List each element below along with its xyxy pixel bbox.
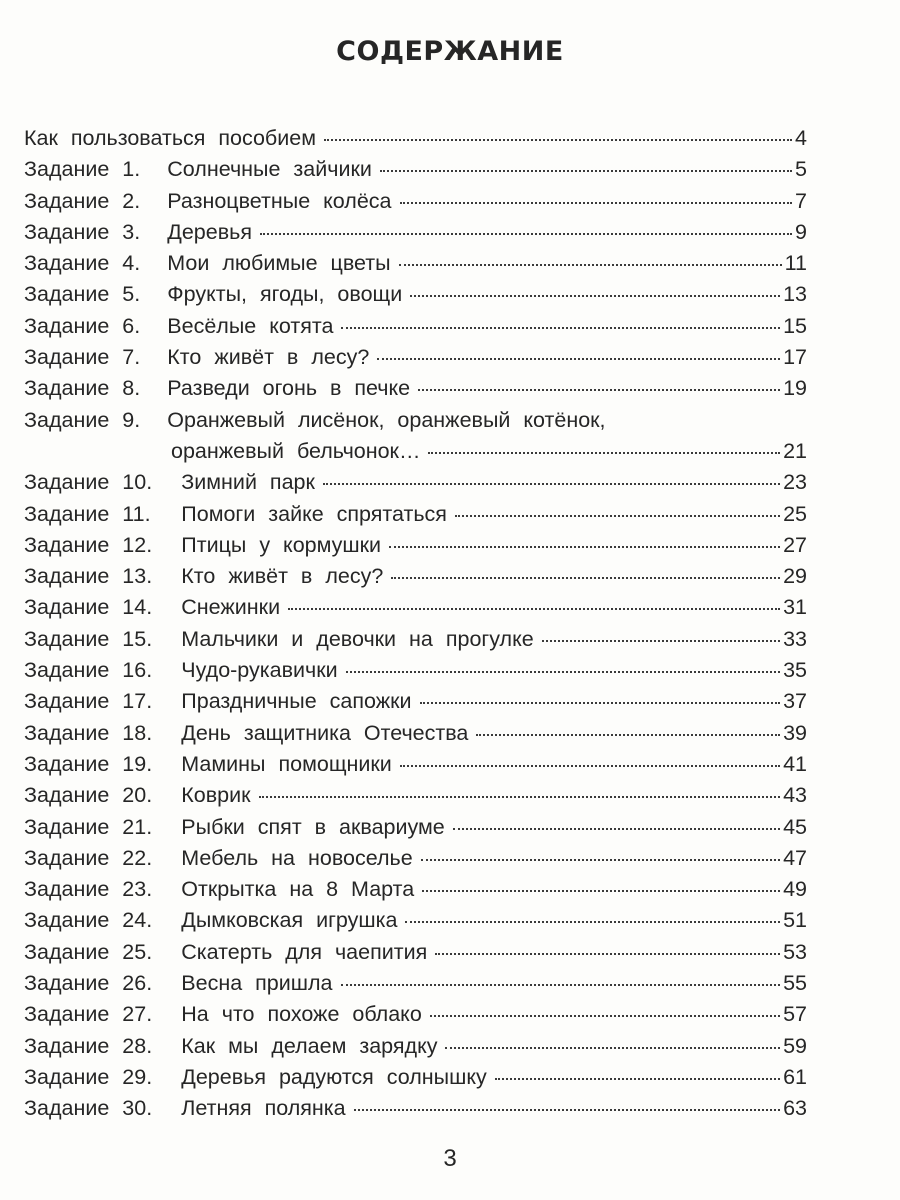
task-title: Птицы у кормушки: [181, 532, 382, 557]
toc-entry-page: 25: [783, 501, 807, 526]
toc-entry-label: [24, 408, 606, 433]
task-number: 15.: [122, 626, 153, 651]
task-number: 3.: [122, 219, 141, 244]
task-title: Мои любимые цветы: [167, 251, 391, 276]
dot-leader: [428, 452, 780, 454]
toc-entry-label: [24, 595, 280, 620]
toc-entry-page: 9: [795, 219, 807, 244]
toc-entry-label: [24, 721, 468, 746]
task-word: Задание: [24, 501, 110, 526]
toc-entry-page: 15: [783, 313, 807, 338]
toc-entry-task[interactable]: [24, 282, 807, 313]
task-title: Оранжевый лисёнок, оранжевый котёнок,: [167, 407, 606, 432]
dot-leader: [341, 984, 781, 986]
dot-leader: [476, 734, 780, 736]
toc-entry-label: [24, 627, 534, 652]
task-number: 19.: [122, 751, 153, 776]
toc-entry-page: 17: [783, 345, 807, 370]
toc-entry-label: [24, 189, 392, 214]
task-word: Задание: [24, 188, 110, 213]
toc-entry-label: [24, 1096, 346, 1121]
toc-entry-intro[interactable]: [24, 126, 807, 157]
toc-entry-task[interactable]: [24, 908, 807, 939]
toc-entry-task[interactable]: [24, 689, 807, 720]
task-word: Задание: [24, 470, 110, 495]
toc-entry-page: 29: [783, 564, 807, 589]
toc-entry-page: 5: [795, 157, 807, 182]
toc-entry-label: [24, 658, 338, 683]
task-number: 20.: [122, 783, 153, 808]
toc-entry-page: 49: [783, 877, 807, 902]
toc-entry-label: [24, 314, 333, 339]
toc-entry-page: 47: [783, 845, 807, 870]
dot-leader: [400, 202, 793, 204]
toc-entry-label: [24, 877, 414, 902]
task-title: День защитника Отечества: [181, 720, 469, 745]
toc-entry-task[interactable]: [24, 533, 807, 564]
task-word: Задание: [24, 595, 110, 620]
page-title: СОДЕРЖАНИЕ: [336, 36, 564, 67]
toc-entry-label: [24, 815, 445, 840]
task-number: 12.: [122, 532, 153, 557]
toc-entry-label: [24, 940, 427, 965]
task-title: Солнечные зайчики: [167, 157, 372, 182]
task-title: Весна пришла: [181, 971, 333, 996]
toc-entry-page: 43: [783, 783, 807, 808]
toc-entry-task[interactable]: [24, 157, 807, 188]
task-title: Кто живёт в лесу?: [167, 345, 370, 370]
toc-entry-task[interactable]: [24, 408, 807, 439]
task-number: 22.: [122, 845, 153, 870]
dot-leader: [341, 327, 780, 329]
dot-leader: [260, 233, 792, 235]
task-word: Задание: [24, 313, 110, 338]
toc-entry-page: 21: [783, 438, 807, 463]
dot-leader: [435, 953, 780, 955]
dot-leader: [324, 139, 792, 141]
task-word: Задание: [24, 689, 110, 714]
task-number: 28.: [122, 1033, 153, 1058]
task-title: Мальчики и девочки на прогулке: [181, 626, 534, 651]
toc-entry-label: [24, 689, 412, 714]
toc-entry-task[interactable]: [24, 752, 807, 783]
toc-entry-label: [24, 1034, 437, 1059]
task-word: Задание: [24, 658, 110, 683]
task-title: Дымковская игрушка: [181, 908, 398, 933]
dot-leader: [389, 546, 780, 548]
task-word: Задание: [24, 532, 110, 557]
toc-entry-task[interactable]: [24, 1096, 807, 1127]
task-title: Зимний парк: [181, 470, 315, 495]
toc-entry-page: 4: [795, 126, 807, 150]
task-word: Задание: [24, 157, 110, 182]
task-number: 7.: [122, 345, 141, 370]
toc-entry-task[interactable]: [24, 971, 807, 1002]
task-title: Деревья радуются солнышку: [181, 1064, 487, 1089]
task-word: Задание: [24, 814, 110, 839]
task-title: Как мы делаем зарядку: [181, 1033, 438, 1058]
task-number: 29.: [122, 1064, 153, 1089]
task-title-continued: оранжевый бельчонок…: [171, 438, 421, 463]
toc-entry-task[interactable]: [24, 345, 807, 376]
toc-entry-page: 51: [783, 908, 807, 933]
task-word: Задание: [24, 908, 110, 933]
toc-entry-task[interactable]: [24, 564, 807, 595]
task-word: Задание: [24, 783, 110, 808]
dot-leader: [410, 295, 780, 297]
dot-leader: [430, 1015, 780, 1017]
task-number: 23.: [122, 877, 153, 902]
dot-leader: [288, 608, 780, 610]
task-title: Чудо-рукавички: [181, 658, 338, 683]
toc-entry-label: [24, 157, 372, 182]
task-word: Задание: [24, 407, 110, 432]
dot-leader: [323, 483, 780, 485]
toc-entry-page: 57: [783, 1002, 807, 1027]
task-word: Задание: [24, 720, 110, 745]
task-title: Летняя полянка: [181, 1096, 346, 1121]
toc-entry-label: [24, 220, 252, 245]
task-number: 8.: [122, 376, 141, 401]
toc-entry-page: 31: [783, 595, 807, 620]
task-title: Фрукты, ягоды, овощи: [167, 282, 403, 307]
task-word: Задание: [24, 345, 110, 370]
task-number: 25.: [122, 939, 153, 964]
task-title: Открытка на 8 Марта: [181, 877, 415, 902]
task-title: Разведи огонь в печке: [167, 376, 411, 401]
task-title: Рыбки спят в аквариуме: [181, 814, 445, 839]
task-word: Задание: [24, 251, 110, 276]
task-title: На что похоже облако: [181, 1002, 422, 1027]
task-number: 21.: [122, 814, 153, 839]
task-number: 4.: [122, 251, 141, 276]
toc-entry-label: [24, 783, 251, 808]
toc-entry-page: 27: [783, 532, 807, 557]
task-number: 18.: [122, 720, 153, 745]
task-number: 27.: [122, 1002, 153, 1027]
task-word: Задание: [24, 877, 110, 902]
dot-leader: [391, 577, 780, 579]
task-number: 30.: [122, 1096, 153, 1121]
toc-entry-task[interactable]: [24, 815, 807, 846]
dot-leader: [399, 264, 782, 266]
task-title: Весёлые котята: [167, 313, 334, 338]
toc-entry-page: 61: [783, 1064, 807, 1089]
dot-leader: [400, 765, 780, 767]
dot-leader: [495, 1078, 780, 1080]
toc-entry-page: 23: [783, 470, 807, 495]
task-number: 24.: [122, 908, 153, 933]
task-number: 1.: [122, 157, 141, 182]
task-number: 11.: [122, 501, 151, 526]
toc-entry-task[interactable]: [24, 940, 807, 971]
toc-entry-task[interactable]: [24, 1034, 807, 1065]
dot-leader: [259, 796, 781, 798]
task-title: Мебель на новоселье: [181, 845, 413, 870]
toc-entry-label: [24, 846, 413, 871]
toc-entry-label: [24, 470, 315, 495]
task-word: Задание: [24, 1064, 110, 1089]
task-word: Задание: [24, 751, 110, 776]
task-number: 6.: [122, 313, 141, 338]
task-word: Задание: [24, 1096, 110, 1121]
dot-leader: [420, 702, 781, 704]
task-number: 13.: [122, 564, 153, 589]
task-number: 9.: [122, 407, 141, 432]
toc-entry-page: 35: [783, 658, 807, 683]
task-word: Задание: [24, 626, 110, 651]
task-title: Мамины помощники: [181, 751, 392, 776]
task-number: 10.: [122, 470, 153, 495]
table-of-contents: [24, 126, 807, 1128]
dot-leader: [445, 1047, 780, 1049]
dot-leader: [542, 640, 780, 642]
dot-leader: [380, 170, 792, 172]
task-word: Задание: [24, 939, 110, 964]
toc-entry-label: [24, 345, 369, 370]
task-word: Задание: [24, 219, 110, 244]
toc-entry-label: [24, 908, 397, 933]
dot-leader: [377, 358, 780, 360]
toc-entry-task[interactable]: [24, 846, 807, 877]
task-word: Задание: [24, 1033, 110, 1058]
toc-entry-label: [24, 533, 381, 558]
toc-entry-page: 19: [783, 376, 807, 401]
toc-entry-task[interactable]: [24, 314, 807, 345]
toc-entry-page: 39: [783, 720, 807, 745]
task-number: 26.: [122, 971, 153, 996]
toc-entry-task[interactable]: [24, 658, 807, 689]
toc-entry-label: [24, 564, 383, 589]
toc-entry-page: 11: [784, 251, 807, 276]
toc-entry-task[interactable]: [24, 595, 807, 626]
toc-entry-task[interactable]: [24, 783, 807, 814]
toc-entry-label: Как пользоваться пособием: [24, 126, 316, 150]
toc-entry-task[interactable]: [24, 220, 807, 251]
toc-entry-label: [24, 971, 333, 996]
toc-entry-task[interactable]: [24, 627, 807, 658]
toc-entry-task[interactable]: [24, 721, 807, 752]
toc-entry-label: [24, 502, 447, 527]
task-word: Задание: [24, 1002, 110, 1027]
toc-entry-label: [24, 376, 410, 401]
toc-entry-page: 33: [783, 626, 807, 651]
task-word: Задание: [24, 282, 110, 307]
toc-entry-label: [24, 251, 391, 276]
toc-entry-page: 41: [783, 751, 807, 776]
task-title: Деревья: [167, 219, 252, 244]
toc-entry-page: 7: [795, 188, 807, 213]
task-number: 17.: [122, 689, 153, 714]
toc-entry-page: 45: [783, 814, 807, 839]
task-title: Помоги зайке спрятаться: [181, 501, 447, 526]
toc-entry-page: 63: [783, 1096, 807, 1121]
toc-entry-label: [24, 1002, 422, 1027]
task-title: Праздничные сапожки: [181, 689, 412, 714]
dot-leader: [405, 921, 780, 923]
dot-leader: [354, 1109, 780, 1111]
toc-entry-task[interactable]: [24, 502, 807, 533]
dot-leader: [418, 389, 780, 391]
task-number: 5.: [122, 282, 141, 307]
task-title: Разноцветные колёса: [167, 188, 392, 213]
task-number: 2.: [122, 188, 141, 213]
task-word: Задание: [24, 971, 110, 996]
toc-entry-page: 59: [783, 1033, 807, 1058]
toc-entry-task[interactable]: [24, 1002, 807, 1033]
dot-leader: [422, 890, 780, 892]
toc-entry-task[interactable]: [24, 877, 807, 908]
toc-entry-label: [24, 752, 392, 777]
dot-leader: [453, 828, 780, 830]
dot-leader: [455, 515, 780, 517]
toc-entry-task[interactable]: [24, 1065, 807, 1096]
toc-entry-task[interactable]: [24, 470, 807, 501]
task-word: Задание: [24, 564, 110, 589]
task-title: Кто живёт в лесу?: [181, 564, 384, 589]
dot-leader: [346, 671, 780, 673]
task-title: Коврик: [181, 783, 251, 808]
toc-entry-page: 55: [783, 971, 807, 996]
toc-entry-label: [24, 282, 402, 307]
page-number: 3: [443, 1145, 457, 1172]
toc-entry-task[interactable]: [24, 251, 807, 282]
task-number: 16.: [122, 658, 153, 683]
task-title: Снежинки: [181, 595, 281, 620]
toc-entry-page: 37: [783, 689, 807, 714]
toc-entry-page: 13: [783, 282, 807, 307]
toc-entry-task[interactable]: [24, 189, 807, 220]
toc-entry-task[interactable]: [24, 376, 807, 407]
toc-entry-page: 53: [783, 939, 807, 964]
toc-entry-continuation: [24, 439, 807, 470]
dot-leader: [421, 859, 780, 861]
task-word: Задание: [24, 845, 110, 870]
toc-entry-label: [24, 1065, 487, 1090]
task-word: Задание: [24, 376, 110, 401]
task-title: Скатерть для чаепития: [181, 939, 428, 964]
task-number: 14.: [122, 595, 153, 620]
